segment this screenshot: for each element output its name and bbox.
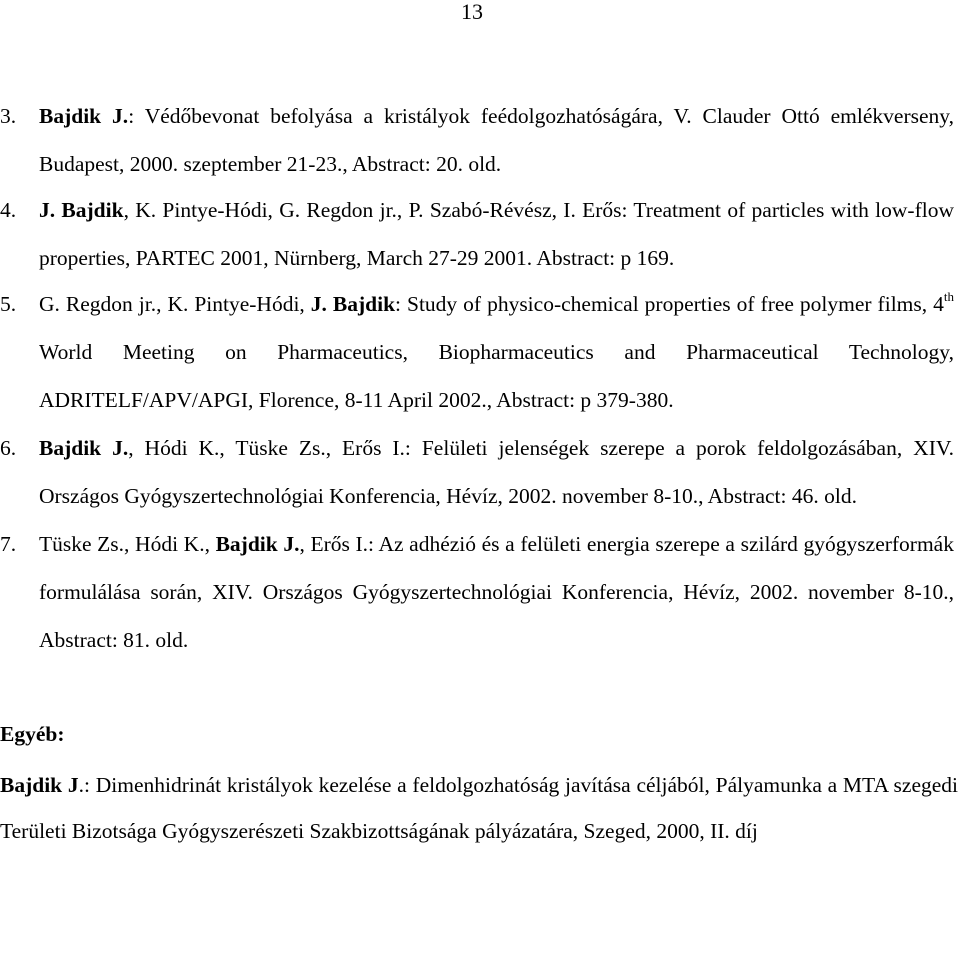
section-heading-other: Egyéb: <box>0 722 65 746</box>
entry-text: .: Dimenhidrinát kristályok kezelése a feldolgozhatóság javítása céljából, Pályamunka a MTA szegedi Területi Bizotsága Gyógyszerészeti Szakbizottságának pályázatára, Szeged, 2000, II. díj <box>0 773 958 843</box>
entry-number: 5. <box>0 292 17 316</box>
publication-entry-6 <box>0 424 960 520</box>
publication-entry-7 <box>0 520 960 664</box>
publication-entry-3 <box>0 92 960 188</box>
ordinal-superscript: th <box>943 289 954 304</box>
author-highlight: Bajdik J. <box>39 104 129 128</box>
author-highlight: J. Bajdik <box>39 198 124 222</box>
entry-number: 4. <box>0 198 17 222</box>
other-entry <box>0 762 960 854</box>
author-highlight: Bajdik J <box>0 773 79 797</box>
author-highlight: Bajdik J. <box>39 436 129 460</box>
entry-number: 3. <box>0 104 17 128</box>
entry-number: 7. <box>0 532 17 556</box>
publication-entry-4 <box>0 186 960 282</box>
author-highlight: J. Bajdik <box>310 292 396 316</box>
entry-text: : Study of physico-chemical properties of free polymer films, 4 <box>395 292 944 316</box>
entry-coauthors: G. Regdon jr., K. Pintye-Hódi, <box>39 292 311 316</box>
publication-list <box>0 92 960 854</box>
entry-text: , Erős I.: Az adhézió és a felületi energia szerepe a szilárd gyógyszerformák formulálása során, XIV. Országos Gyógyszertechnológiai Konferencia, Hévíz, 2002. november 8-10., Abstract: 81. old. <box>39 532 954 652</box>
entry-number: 6. <box>0 436 17 460</box>
entry-text: , K. Pintye-Hódi, G. Regdon jr., P. Szabó-Révész, I. Erős: Treatment of particles with low-flow properties, PARTEC 2001, Nürnberg, March 27-29 2001. Abstract: p 169. <box>39 198 954 270</box>
page-number: 13 <box>461 0 483 24</box>
entry-text-continued: World Meeting on Pharmaceutics, Biopharmaceutics and Pharmaceutical Technology, ADRITELF/APV/APGI, Florence, 8-11 April 2002., Abstract: p 379-380. <box>39 340 954 412</box>
entry-coauthors: Tüske Zs., Hódi K., <box>39 532 216 556</box>
entry-text: : Védőbevonat befolyása a kristályok feédolgozhatóságára, V. Clauder Ottó emlékverseny, Budapest, 2000. szeptember 21-23., Abstract: 20. old. <box>39 104 955 176</box>
author-highlight: Bajdik J. <box>215 532 300 556</box>
entry-text: , Hódi K., Tüske Zs., Erős I.: Felületi jelenségek szerepe a porok feldolgozásában, XIV. Országos Gyógyszertechnológiai Konferencia, Hévíz, 2002. november 8-10., Abstract: 46. old. <box>39 436 954 508</box>
publication-entry-5 <box>0 280 960 424</box>
